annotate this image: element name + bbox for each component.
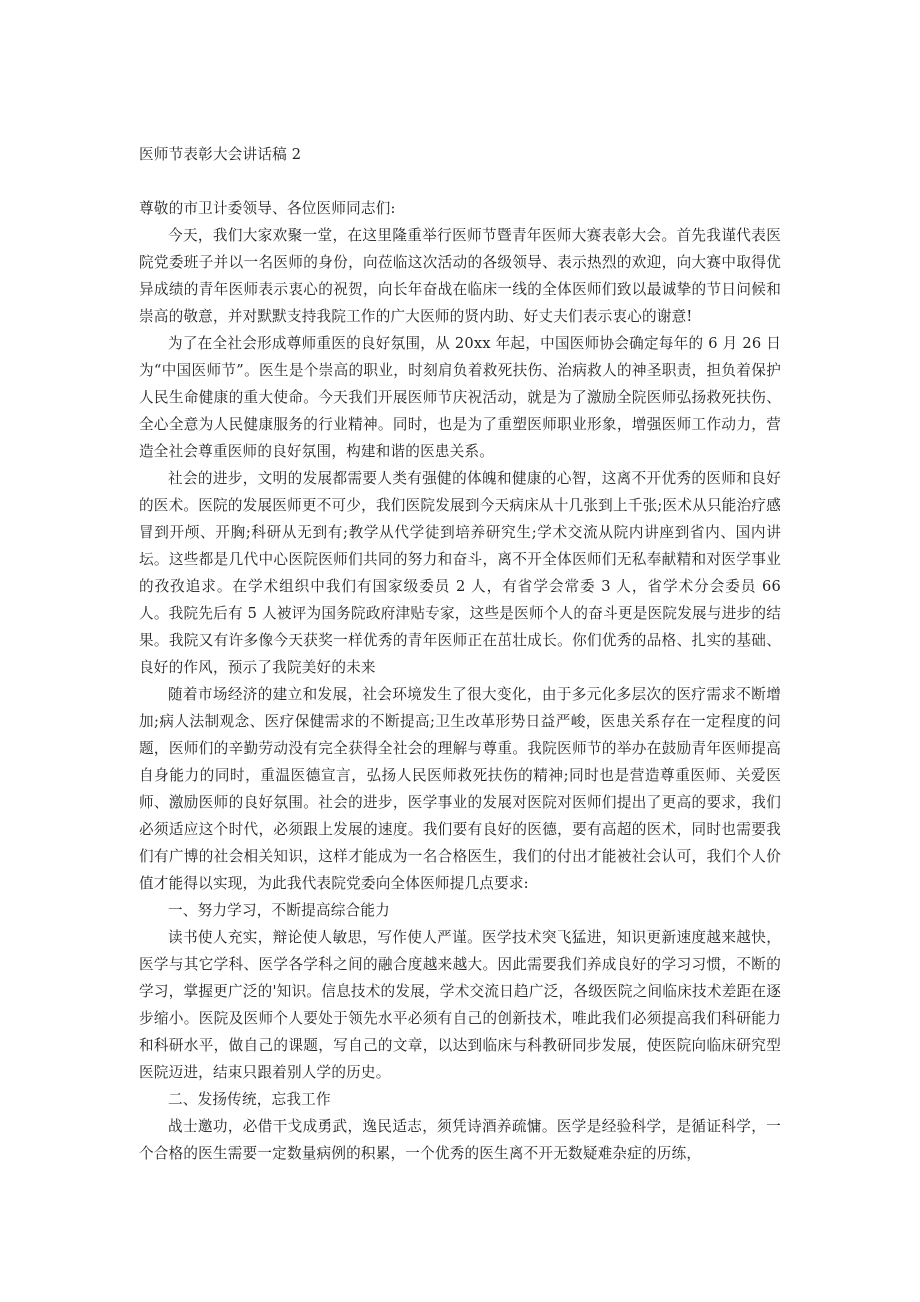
- paragraph-hospital-development: 社会的进步，文明的发展都需要人类有强健的体魄和健康的心智，这离不开优秀的医师和良好的医术。医院的发展医师更不可少，我们医院发展到今天病床从十几张到上千张;医术从只能治疗感冒到开颅、开胸;科研从无到有;教学从代学徒到培养研究生;学术交流从院内讲座到省内、国内讲坛。这些都是几代中心医院医师们共同的努力和奋斗，离不开全体医师们无私奉献精和对医学事业的孜孜追求。在学术组织中我们有国家级委员 2 人，有省学会常委 3 人，省学术分会委员 66 人。我院先后有 5 人被评为国务院政府津贴专家，这些是医师个人的奋斗更是医院发展与进步的结果。我院又有许多像今天获奖一样优秀的青年医师正在茁壮成长。你们优秀的品格、扎实的基础、良好的作风，预示了我院美好的未来: [139, 470, 781, 676]
- paragraph-opening: 今天，我们大家欢聚一堂，在这里隆重举行医师节暨青年医师大赛表彰大会。首先我谨代表医院党委班子并以一名医师的身份，向莅临这次活动的各级领导、表示热烈的欢迎，向大赛中取得优异成绩的青年医师表示衷心的祝贺，向长年奋战在临床一线的全体医师们致以最诚挚的节日问候和崇高的敬意，并对默默支持我院工作的广大医师的贤内助、好丈夫们表示衷心的谢意!: [139, 227, 781, 325]
- paragraph-doctors-day: 为了在全社会形成尊师重医的良好氛围，从 20xx 年起，中国医师协会确定每年的 6 月 26 日为“中国医师节”。医生是个崇高的职业，时刻肩负着救死扶伤、治病救人的神圣职责，担负着保护人民生命健康的重大使命。今天我们开展医师节庆祝活动，就是为了激励全院医师弘扬救死扶伤、全心全意为人民健康服务的行业精神。同时，也是为了重塑医师职业形象，增强医师工作动力，营造全社会尊重医师的良好氛围，构建和谐的医患关系。: [139, 335, 781, 460]
- section-heading-study: 一、努力学习，不断提高综合能力: [168, 902, 390, 919]
- paragraph-requirements: 随着市场经济的建立和发展，社会环境发生了很大变化，由于多元化多层次的医疗需求不断增加;病人法制观念、医疗保健需求的不断提高;卫生改革形势日益严峻，医患关系存在一定程度的问题，医师们的辛勤劳动没有完全获得全社会的理解与尊重。我院医师节的举办在鼓励青年医师提高自身能力的同时，重温医德宣言，弘扬人民医师救死扶伤的精神;同时也是营造尊重医师、关爱医师、激励医师的良好氛围。社会的进步，医学事业的发展对医院对医师们提出了更高的要求，我们必须适应这个时代，必须跟上发展的速度。我们要有良好的医德，要有高超的医术，同时也需要我们有广博的社会相关知识，这样才能成为一名合格医生，我们的付出才能被社会认可，我们个人价值才能得以实现，为此我代表院党委向全体医师提几点要求:: [139, 686, 781, 892]
- document-body: [139, 141, 781, 1167]
- document-title: 医师节表彰大会讲话稿 2: [139, 146, 302, 163]
- salutation: 尊敬的市卫计委领导、各位医师同志们:: [139, 200, 396, 217]
- paragraph-tradition: 战士邀功，必借干戈成勇武，逸民适志，须凭诗酒养疏慵。医学是经验科学，是循证科学，一个合格的医生需要一定数量病例的积累，一个优秀的医生离不开无数疑难杂症的历练，: [139, 1118, 781, 1162]
- section-heading-tradition: 二、发扬传统，忘我工作: [168, 1091, 331, 1108]
- paragraph-study: 读书使人充实，辩论使人敏思，写作使人严谨。医学技术突飞猛进，知识更新速度越来越快，医学与其它学科、医学各学科之间的融合度越来越大。因此需要我们养成良好的学习习惯，不断的学习，掌握更广泛的'知识。信息技术的发展，学术交流日趋广泛，各级医院之间临床技术差距在逐步缩小。医院及医师个人要处于领先水平必须有自己的创新技术，唯此我们必须提高我们科研能力和科研水平，做自己的课题，写自己的文章，以达到临床与科教研同步发展，使医院向临床研究型医院迈进，结束只跟着别人学的历史。: [139, 929, 781, 1081]
